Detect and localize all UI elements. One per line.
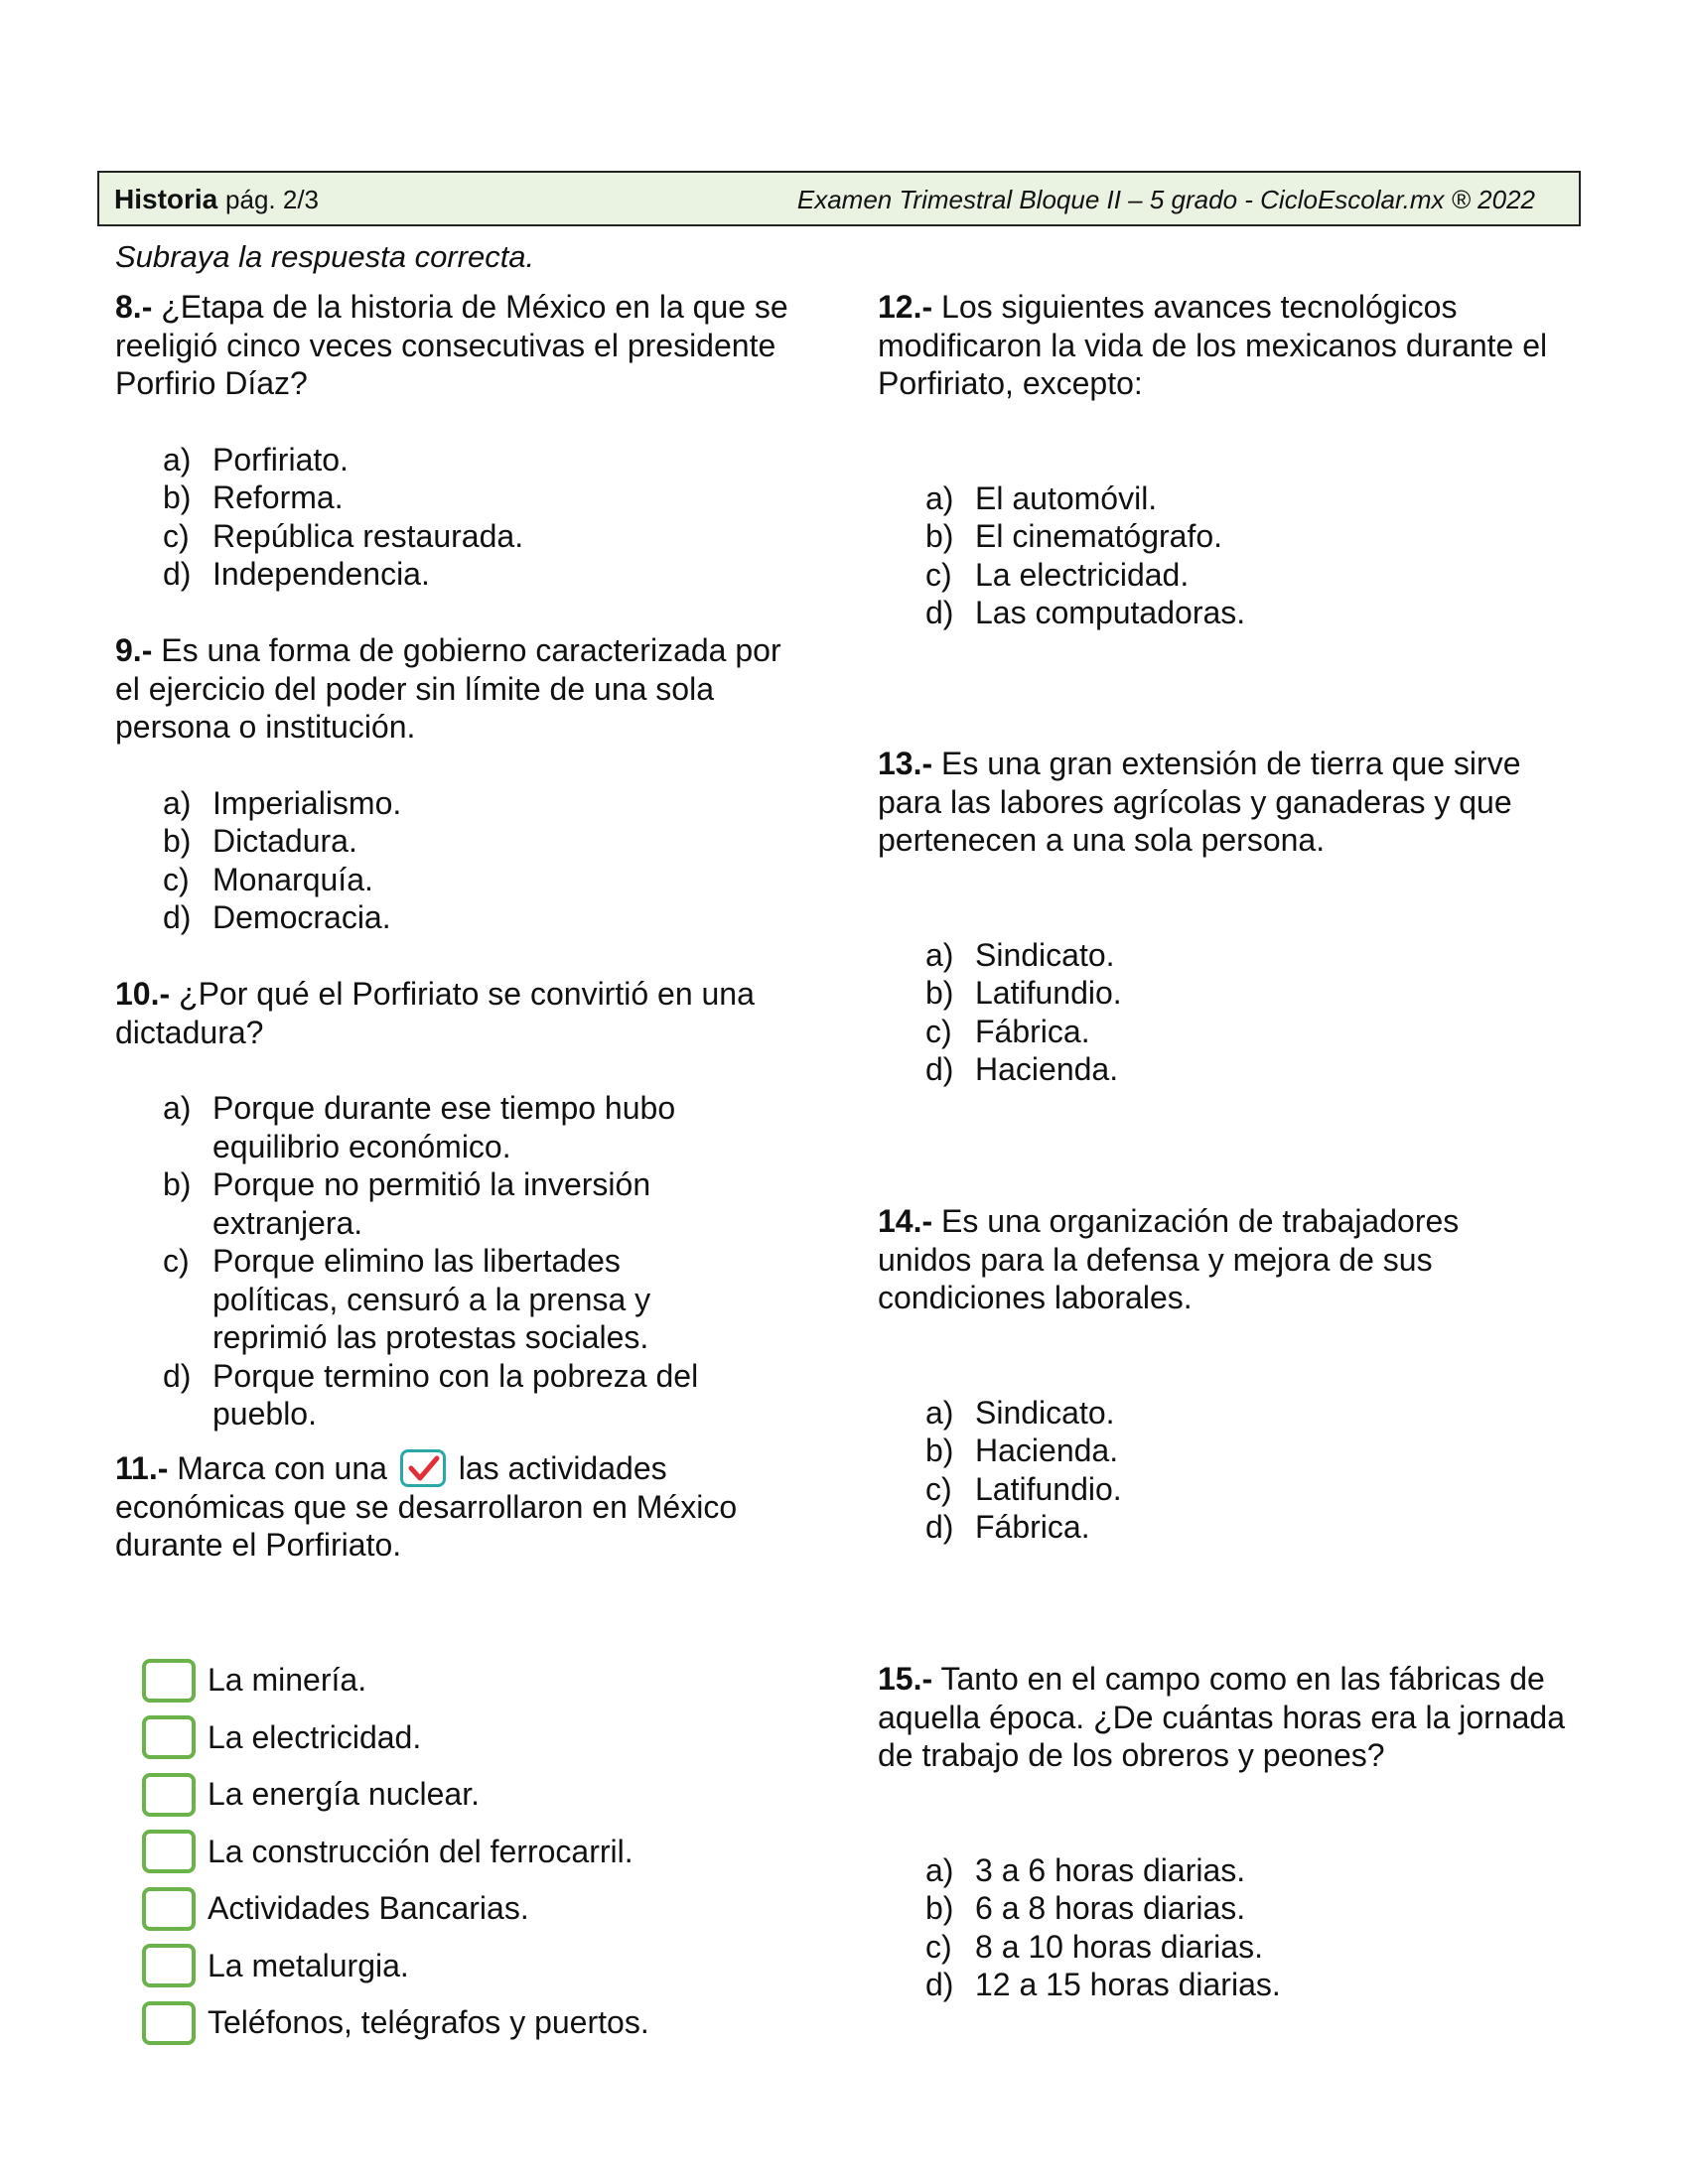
question-prompt: Tanto en el campo como en las fábricas de aquella época. ¿De cuántas horas era la jornada de trabajo de los obreros y peones? [878, 1661, 1565, 1773]
option-d[interactable]: d) 12 a 15 horas diarias. [925, 1967, 1281, 2002]
empty-checkbox-icon[interactable] [142, 1944, 196, 1987]
option-d[interactable]: d) Independencia. [163, 556, 430, 592]
question-text [115, 1449, 751, 1565]
question-number: 9.- [115, 632, 153, 668]
option-a[interactable]: a) Imperialismo. [163, 784, 402, 821]
option-b[interactable]: b) Latifundio. [925, 975, 1122, 1011]
checklist-item[interactable]: Teléfonos, telégrafos y puertos. [142, 1994, 649, 2052]
empty-checkbox-icon[interactable] [142, 1715, 196, 1759]
option-d[interactable]: d) Democracia. [163, 899, 391, 935]
option-a[interactable]: a) 3 a 6 horas diarias. [925, 1851, 1246, 1888]
option-b[interactable]: b) Hacienda. [925, 1433, 1119, 1468]
checklist-item[interactable]: Actividades Bancarias. [142, 1880, 649, 1938]
empty-checkbox-icon[interactable] [142, 1887, 196, 1931]
options-list [163, 441, 810, 594]
option-b[interactable]: b) El cinematógrafo. [925, 518, 1223, 554]
option-b[interactable]: b) Porque no permitió la inversión extranjera. [163, 1166, 651, 1241]
instruction-text: Subraya la respuesta correcta. [115, 239, 535, 274]
options-list [925, 936, 1573, 1089]
option-a[interactable]: a) Porque durante ese tiempo hubo equilibrio económico. [163, 1090, 676, 1164]
question-14 [878, 1202, 1533, 1547]
option-b[interactable]: b) Reforma. [163, 479, 344, 515]
question-prompt: ¿Por qué el Porfiriato se convirtió en una dictadura? [115, 976, 755, 1050]
option-c[interactable]: c) 8 a 10 horas diarias. [925, 1928, 1263, 1965]
question-text [115, 288, 810, 403]
question-number: 8.- [115, 289, 153, 325]
question-text [878, 1202, 1533, 1317]
option-a[interactable]: a) Sindicato. [925, 1394, 1115, 1431]
options-list [163, 784, 810, 937]
option-d[interactable]: d) Las computadoras. [925, 595, 1246, 630]
checklist-item[interactable]: La construcción del ferrocarril. [142, 1824, 649, 1881]
question-prompt: Es una gran extensión de tierra que sirve para las labores agrícolas y ganaderas y que pertenecen a una sola persona. [878, 746, 1521, 858]
question-text [878, 1660, 1573, 1775]
question-number: 14.- [878, 1203, 933, 1239]
activities-checklist [142, 1652, 649, 2052]
page-number: pág. 2/3 [225, 185, 320, 214]
empty-checkbox-icon[interactable] [142, 1659, 196, 1703]
question-prompt: Los siguientes avances tecnológicos modificaron la vida de los mexicanos durante el Porfiriato, excepto: [878, 289, 1548, 401]
options-list [925, 1394, 1533, 1547]
question-number: 13.- [878, 746, 933, 781]
checklist-item[interactable]: La energía nuclear. [142, 1766, 649, 1824]
option-d[interactable]: d) Fábrica. [925, 1509, 1090, 1545]
checkmark-icon [400, 1449, 446, 1487]
subject-title: Historia [114, 184, 218, 214]
options-list [163, 1089, 719, 1433]
question-9 [115, 631, 810, 937]
empty-checkbox-icon[interactable] [142, 1773, 196, 1817]
question-prompt-start: Marca con una [168, 1450, 396, 1486]
question-prompt: ¿Etapa de la historia de México en la que se reeligió cinco veces consecutivas el presidente Porfirio Díaz? [115, 289, 788, 401]
option-c[interactable]: c) Monarquía. [163, 861, 373, 897]
option-d[interactable]: d) Hacienda. [925, 1051, 1119, 1087]
option-c[interactable]: c) República restaurada. [163, 517, 524, 554]
option-a[interactable]: a) Sindicato. [925, 936, 1115, 973]
option-c[interactable]: c) Latifundio. [925, 1470, 1122, 1507]
exam-title: Examen Trimestral Bloque II – 5 grado - CicloEscolar.mx ® 2022 [796, 185, 1535, 214]
question-text [878, 288, 1573, 403]
question-11 [115, 1449, 751, 1565]
question-text [878, 745, 1573, 860]
question-number: 10.- [115, 976, 171, 1012]
question-15 [878, 1660, 1573, 2004]
option-c[interactable]: c) La electricidad. [925, 556, 1190, 593]
question-text [115, 975, 810, 1051]
question-prompt-end: las actividades económicas que se desarrollaron en México durante el Porfiriato. [115, 1450, 738, 1563]
empty-checkbox-icon[interactable] [142, 1830, 196, 1873]
empty-checkbox-icon[interactable] [142, 2001, 196, 2045]
header-left [114, 184, 319, 215]
page-header [97, 171, 1581, 226]
question-number: 12.- [878, 289, 933, 325]
question-text [115, 631, 810, 747]
checklist-item[interactable]: La minería. [142, 1652, 649, 1709]
option-b[interactable]: b) Dictadura. [163, 823, 357, 859]
checklist-item[interactable]: La metalurgia. [142, 1938, 649, 1995]
question-prompt: Es una organización de trabajadores unidos para la defensa y mejora de sus condiciones laborales. [878, 1203, 1460, 1315]
option-a[interactable]: a) Porfiriato. [163, 441, 349, 478]
option-b[interactable]: b) 6 a 8 horas diarias. [925, 1890, 1246, 1926]
question-8 [115, 288, 810, 594]
option-c[interactable]: c) Fábrica. [925, 1013, 1090, 1049]
options-list [925, 479, 1573, 632]
options-list [925, 1851, 1573, 2004]
question-12 [878, 288, 1573, 632]
checklist-item[interactable]: La electricidad. [142, 1709, 649, 1767]
question-prompt: Es una forma de gobierno caracterizada por el ejercicio del poder sin límite de una sola persona o institución. [115, 632, 781, 745]
question-13 [878, 745, 1573, 1089]
option-c[interactable]: c) Porque elimino las libertades políticas, censuró a la prensa y reprimió las protestas sociales. [163, 1243, 651, 1355]
option-a[interactable]: a) El automóvil. [925, 479, 1158, 516]
question-10 [115, 975, 810, 1433]
question-number: 11.- [115, 1450, 169, 1486]
question-number: 15.- [878, 1661, 933, 1697]
option-d[interactable]: d) Porque termino con la pobreza del pueblo. [163, 1357, 699, 1432]
